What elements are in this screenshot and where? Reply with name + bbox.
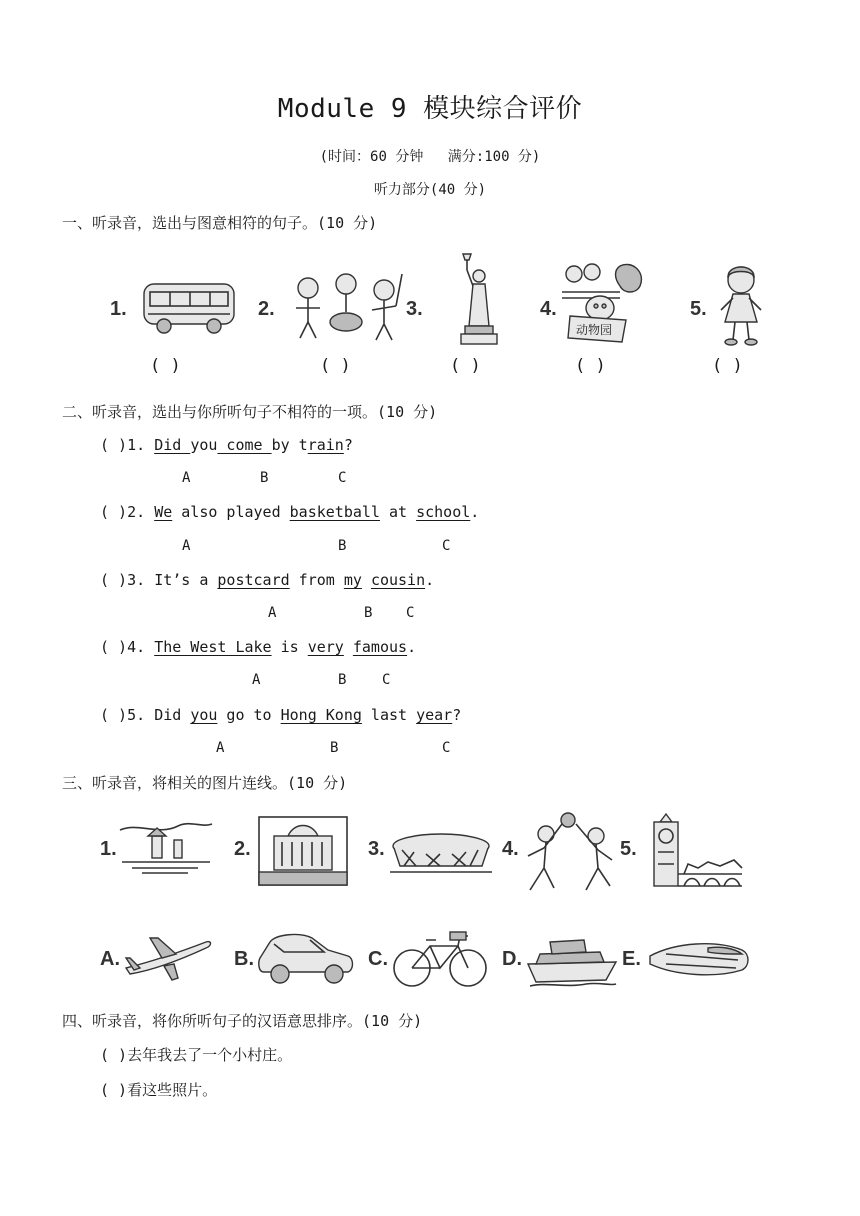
ordering-text: 去年我去了一个小村庄。 — [127, 1046, 293, 1064]
answer-blank[interactable]: ( ) — [320, 356, 351, 376]
option-label: B — [338, 538, 347, 554]
plane-icon — [120, 934, 212, 982]
option-label: B — [260, 470, 269, 486]
option-label: A — [182, 470, 191, 486]
answer-blank[interactable]: ( ) — [100, 1046, 128, 1064]
option-label: C — [382, 672, 391, 688]
option-label: A — [182, 538, 191, 554]
option-label: A — [252, 672, 261, 688]
answer-blank[interactable]: ( ) — [100, 436, 128, 454]
ordering-item — [100, 1044, 292, 1065]
option-letter: E. — [622, 948, 641, 970]
answer-blank[interactable]: ( ) — [712, 356, 743, 376]
answer-blank[interactable]: ( ) — [150, 356, 181, 376]
option-label: C — [338, 470, 347, 486]
option-letter: D. — [502, 948, 522, 970]
pic-number: 4. — [540, 298, 557, 320]
answer-blank[interactable]: ( ) — [450, 356, 481, 376]
option-label: A — [216, 740, 225, 756]
option-label: B — [330, 740, 339, 756]
pic-number: 3. — [368, 838, 385, 860]
question-item: ( )3. It’s a postcard from my cousin. — [100, 571, 435, 589]
answer-blank[interactable]: ( ) — [100, 706, 128, 724]
option-label: C — [442, 740, 451, 756]
pic-number: 5. — [690, 298, 707, 320]
section3-heading: 三、听录音，将相关的图片连线。(10 分) — [62, 774, 348, 792]
pic-number: 5. — [620, 838, 637, 860]
option-label: C — [406, 605, 415, 621]
option-label: B — [364, 605, 373, 621]
answer-blank[interactable]: ( ) — [100, 638, 128, 656]
option-label: B — [338, 672, 347, 688]
pic-number: 3. — [406, 298, 423, 320]
option-label: C — [442, 538, 451, 554]
bus-icon — [140, 278, 240, 336]
answer-blank[interactable]: ( ) — [100, 1081, 128, 1099]
full-score: 满分:100 分) — [447, 149, 541, 165]
answer-blank[interactable]: ( ) — [575, 356, 606, 376]
girl-icon — [715, 262, 771, 348]
option-label: A — [268, 605, 277, 621]
exam-info — [0, 146, 860, 166]
car-icon — [256, 928, 356, 988]
ordering-item — [100, 1079, 217, 1100]
question-item: ( )2. We also played basketball at school. — [100, 503, 480, 521]
train-icon — [646, 936, 750, 984]
question-item: ( )5. Did you go to Hong Kong last year? — [100, 706, 462, 724]
ship-icon — [526, 932, 618, 988]
option-letter: B. — [234, 948, 254, 970]
section4-heading: 四、听录音，将你所听句子的汉语意思排序。(10 分) — [62, 1012, 423, 1030]
pic-number: 1. — [110, 298, 127, 320]
ordering-text: 看这些照片。 — [127, 1081, 218, 1099]
palace-icon — [258, 816, 348, 886]
band-icon — [288, 266, 408, 342]
listening-part-title: 听力部分(40 分) — [373, 182, 487, 198]
birds-nest-stadium-icon — [390, 826, 492, 878]
question-item: ( )1. Did you come by train? — [100, 436, 353, 454]
section1-heading: 一、听录音，选出与图意相符的句子。(10 分) — [62, 214, 378, 232]
bicycle-icon — [392, 930, 488, 990]
big-ben-icon — [644, 812, 744, 894]
zoo-sign-text: 动物园 — [576, 323, 613, 337]
option-letter: C. — [368, 948, 388, 970]
statue-of-liberty-icon — [455, 250, 505, 350]
page-title: Module 9 模块综合评价 — [277, 94, 583, 124]
west-lake-icon — [118, 818, 214, 876]
time-limit: (时间：60 分钟 — [319, 149, 424, 165]
pic-number: 1. — [100, 838, 117, 860]
section2-heading: 二、听录音，选出与你所听句子不相符的一项。(10 分) — [62, 403, 438, 421]
pic-number: 2. — [234, 838, 251, 860]
option-letter: A. — [100, 948, 120, 970]
zoo-icon — [560, 262, 650, 348]
basketball-players-icon — [518, 812, 618, 898]
answer-blank[interactable]: ( ) — [100, 571, 128, 589]
pic-number: 2. — [258, 298, 275, 320]
answer-blank[interactable]: ( ) — [100, 503, 128, 521]
pic-number: 4. — [502, 838, 519, 860]
question-item: ( )4. The West Lake is very famous. — [100, 638, 417, 656]
